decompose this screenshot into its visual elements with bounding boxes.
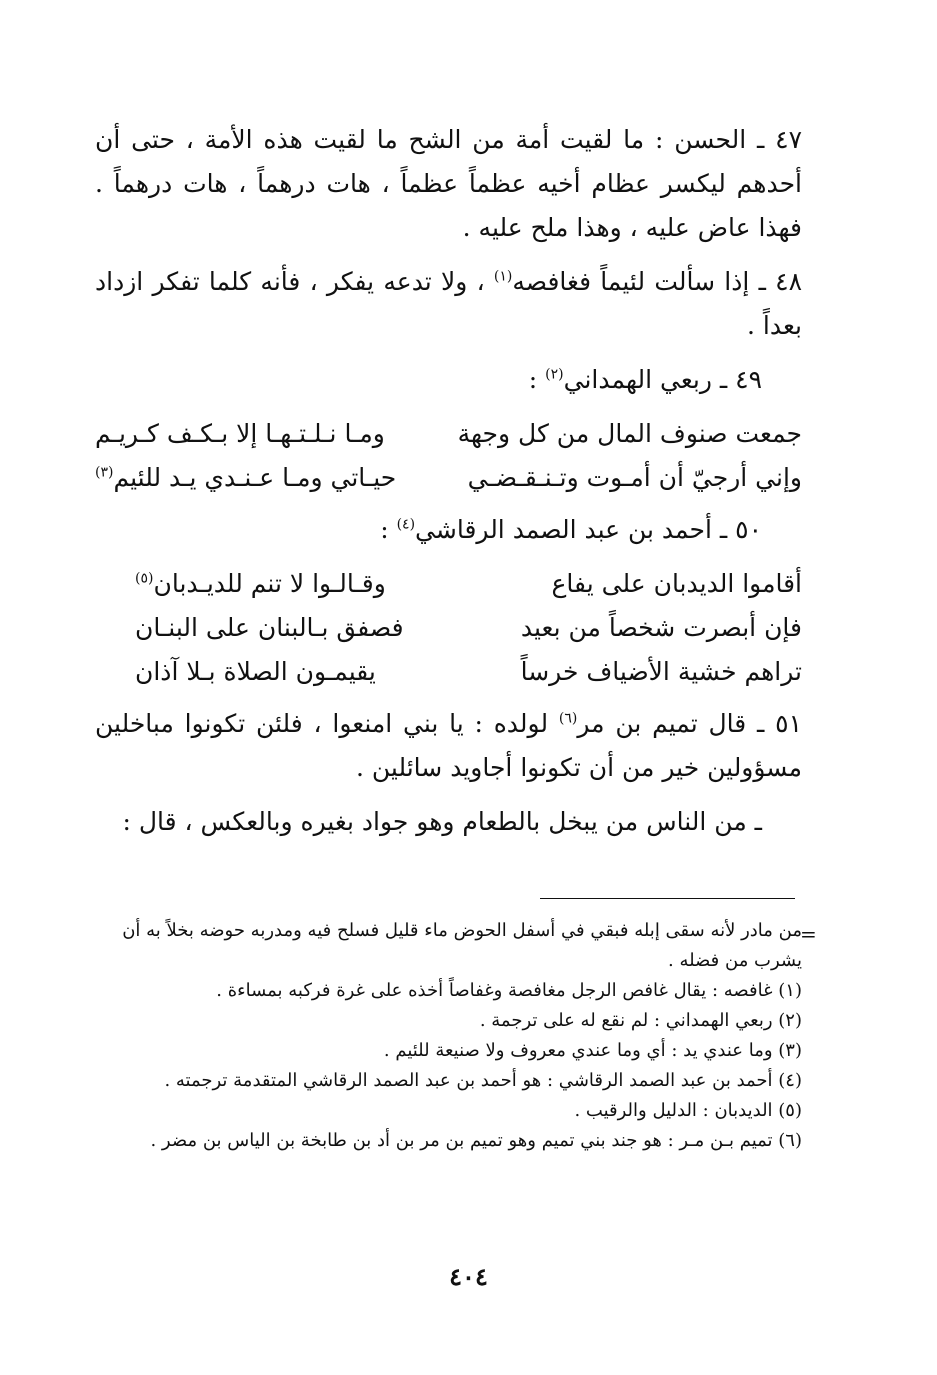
footnote-ref-5: (٥) (135, 570, 154, 587)
entry-48-text: ٤٨ ـ إذا سألت لئيماً فغافصه (512, 267, 803, 296)
hemistich-left-text: وقـالـوا لا تنم للديـدبان (153, 569, 386, 598)
poem-raqashi (95, 562, 802, 694)
page-number: ٤٠٤ (449, 1262, 488, 1291)
footnote-continuation: من مادر لأنه سقى إبله فبقي في أسفل الحوض ماء قليل فسلح فيه ومدربه حوضه بخلاً به أن يشرب من فضله . (122, 920, 802, 971)
poem-verse (135, 606, 802, 650)
hemistich-left: يقيمـون الصلاة بـلا آذان (135, 657, 376, 686)
entry-48 (95, 260, 802, 348)
hemistich-right: أقاموا الديدبان على يفاع (551, 569, 802, 598)
poem-rabi (95, 412, 802, 500)
entry-51-rest: لولده : يا بني امنعوا ، فلئن تكونوا مباخلين مسؤولين خير من أن تكونوا أجاويد سائلين . (95, 709, 802, 782)
entry-51-text: ٥١ ـ قال تميم بن مر (577, 709, 802, 738)
footnote-4: (٤) أحمد بن عبد الصمد الرقاشي : هو أحمد بن عبد الصمد الرقاشي المتقدمة ترجمته . (164, 1070, 802, 1091)
footnote-3: (٣) وما عندي يد : أي وما عندي معروف ولا صنيعة للئيم . (383, 1040, 802, 1061)
footnote-1: (١) غافصه : يقال غافص الرجل مغافصة وغفاصاً أخذه على غرة فركبه بمساءة . (216, 980, 802, 1001)
footnote-6: (٦) تميم بـن مـر : هو جند بني تميم وهو تميم بن مر بن أد بن طابخة بن الياس بن مضر . (150, 1130, 802, 1151)
footnote-5: (٥) الديدبان : الدليل والرقيب . (574, 1100, 802, 1121)
hemistich-left (95, 412, 385, 456)
footnote-ref-3: (٣) (95, 464, 114, 481)
hemistich-right: فإن أبصرت شخصاً من بعيد (520, 613, 802, 642)
hemistich-right: تراهم خشية الأضياف خرساً (520, 657, 802, 686)
footnote-separator (540, 898, 795, 899)
hemistich-left (135, 562, 386, 606)
entry-49-text: ٤٩ ـ ربعي الهمداني (563, 365, 762, 394)
entry-47: ٤٧ ـ الحسن : ما لقيت أمة من الشح ما لقيت هذه الأمة ، حتى أن أحدهم ليكسر عظام أخيه عظماً عظماً ، هات درهماً ، هات درهماً . فهذا عاض عليه ، وهذا ملح عليه . (95, 125, 802, 242)
hemistich-left-text: ومـا نـلـتـهـا إلا بـكـف كـريـم (95, 419, 385, 448)
entry-48-rest: ، ولا تدعه يفكر ، فأنه كلما تفكر ازداد بعداً . (95, 267, 802, 340)
entry-49-heading (95, 358, 802, 402)
entry-50-heading (95, 508, 802, 552)
poem-verse (95, 412, 802, 456)
footnote-ref-1: (١) (493, 268, 513, 285)
hemistich-right: وإني أرجيّ أن أمـوت وتـنـقـضـي (467, 463, 802, 492)
poem-verse (95, 456, 802, 500)
footnote-ref-4: (٤) (396, 516, 416, 533)
hemistich-left (95, 456, 396, 500)
footnote-2: (٢) ربعي الهمداني : لم نقع له على ترجمة . (479, 1010, 802, 1031)
entry-50-text: ٥٠ ـ أحمد بن عبد الصمد الرقاشي (415, 515, 762, 544)
footnote-ref-2: (٢) (545, 366, 564, 383)
entry-50-colon: : (380, 515, 397, 544)
hemistich-right: جمعت صنوف المال من كل وجهة (457, 419, 802, 448)
entry-49-colon: : (528, 365, 546, 394)
poem-verse (135, 562, 802, 606)
poem-verse (135, 650, 802, 694)
main-text (95, 118, 802, 854)
hemistich-left-text: حيـاتي ومـا عـنـدي يـد للئيم (113, 463, 397, 492)
entry-51 (95, 702, 802, 790)
continuation-mark: = (800, 922, 817, 946)
closing-line: ـ من الناس من يبخل بالطعام وهو جواد بغيره وبالعكس ، قال : (122, 807, 762, 836)
footnotes (100, 916, 802, 1156)
hemistich-left: فصفق بـالبنان على البنـان (135, 613, 404, 642)
footnote-ref-6: (٦) (558, 710, 578, 727)
